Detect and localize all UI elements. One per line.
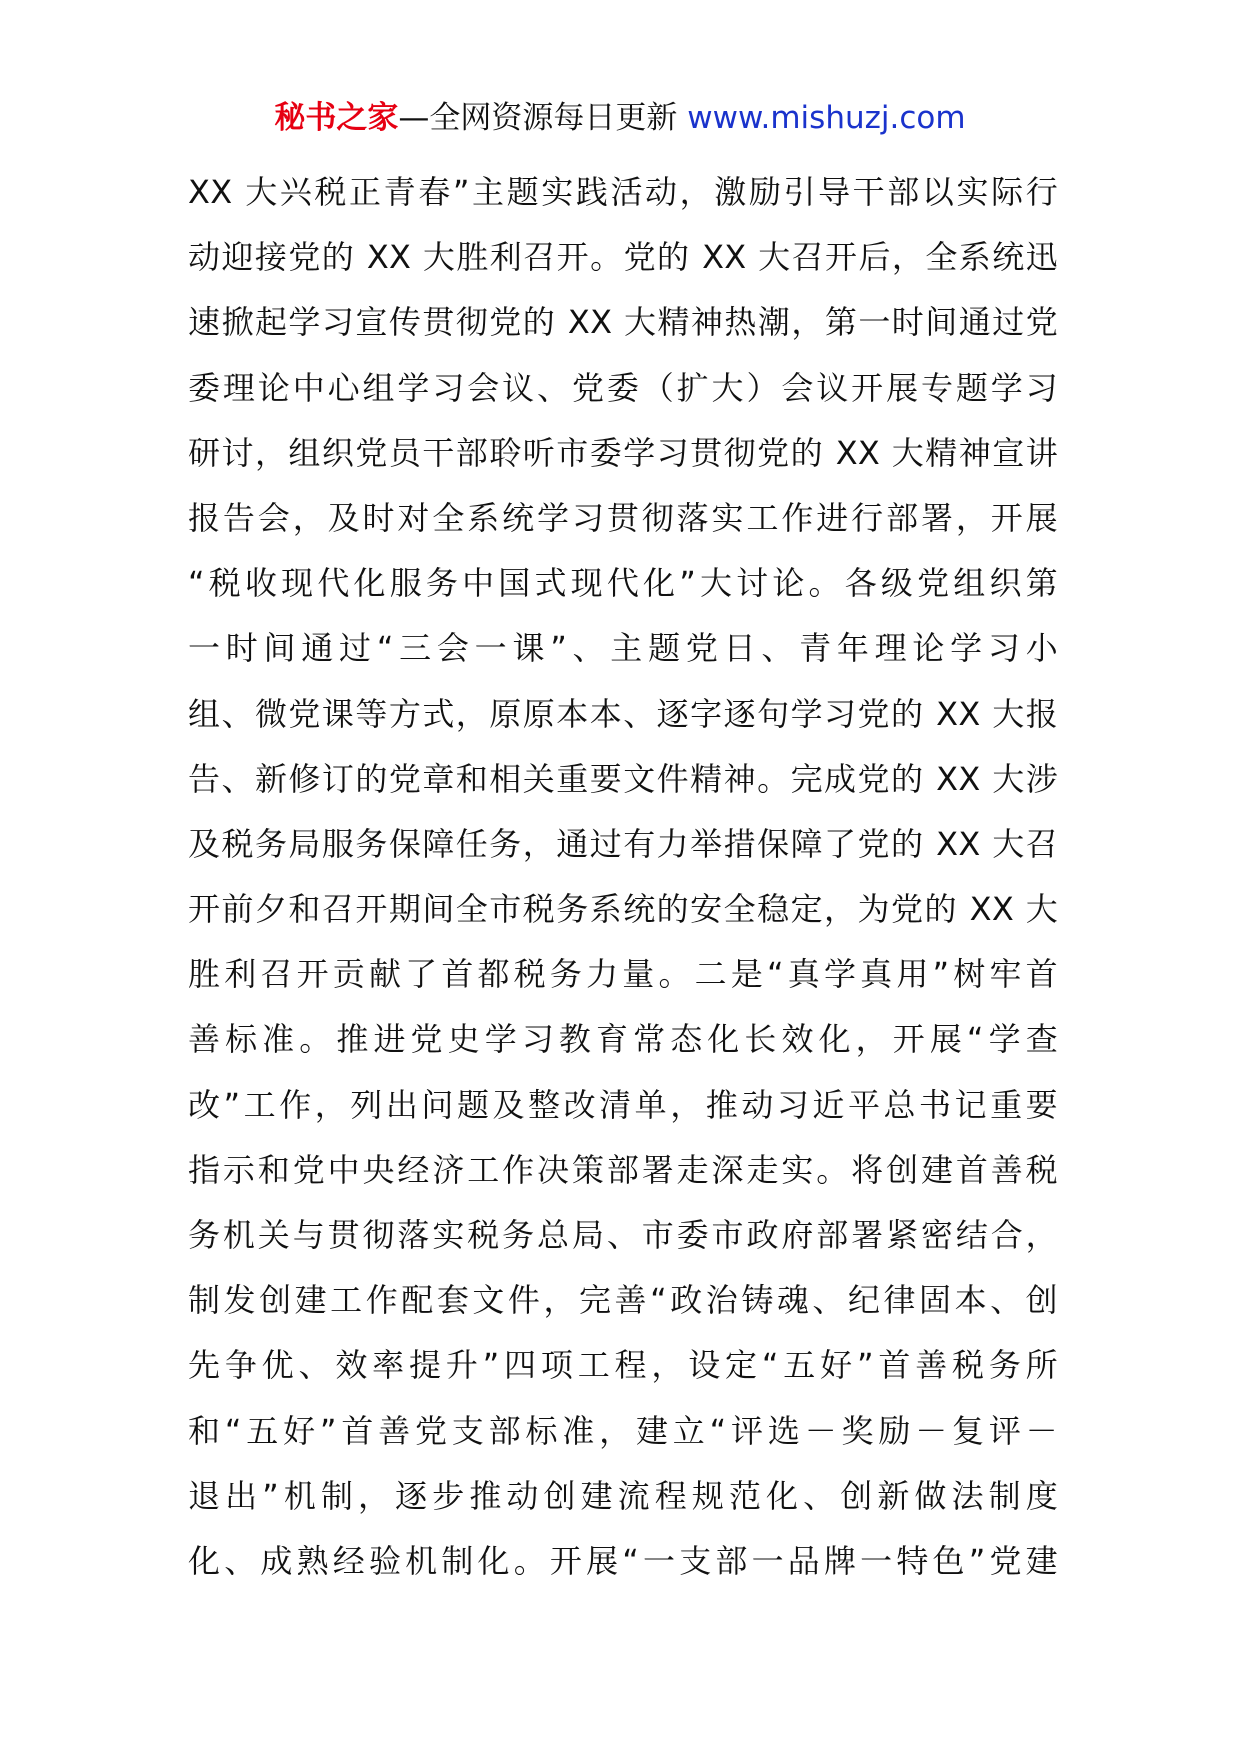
text-line: 善标准。推进党史学习教育常态化长效化，开展“学查 xyxy=(188,1020,1058,1059)
text-line: 指示和党中央经济工作决策部署走深走实。将创建首善税 xyxy=(188,1150,1058,1189)
text-line: 和“五好”首善党支部标准，建立“评选－奖励－复评－ xyxy=(188,1411,1058,1450)
text-line: 胜利召开贡献了首都税务力量。二是“真学真用”树牢首 xyxy=(188,955,1058,994)
site-url-link[interactable]: www.mishuzj.com xyxy=(687,100,966,136)
text-line: 速掀起学习宣传贯彻党的 XX 大精神热潮，第一时间通过党 xyxy=(188,303,1058,342)
text-line: 告、新修订的党章和相关重要文件精神。完成党的 XX 大涉 xyxy=(188,759,1058,798)
page-header xyxy=(0,98,1240,138)
text-line: 退出”机制，逐步推动创建流程规范化、创新做法制度 xyxy=(188,1476,1058,1515)
text-line: 改”工作，列出问题及整改清单，推动习近平总书记重要 xyxy=(188,1085,1058,1124)
text-line: 报告会，及时对全系统学习贯彻落实工作进行部署，开展 xyxy=(188,498,1058,537)
text-line: “税收现代化服务中国式现代化”大讨论。各级党组织第 xyxy=(188,564,1058,603)
text-line: 务机关与贯彻落实税务总局、市委市政府部署紧密结合， xyxy=(188,1216,1058,1254)
text-line: 制发创建工作配套文件，完善“政治铸魂、纪律固本、创 xyxy=(188,1281,1058,1320)
text-line: 委理论中心组学习会议、党委（扩大）会议开展专题学习 xyxy=(188,368,1058,407)
text-line: 一时间通过“三会一课”、主题党日、青年理论学习小 xyxy=(188,629,1058,668)
text-line: 研讨，组织党员干部聆听市委学习贯彻党的 XX 大精神宣讲 xyxy=(188,433,1058,472)
text-line: 先争优、效率提升”四项工程，设定“五好”首善税务所 xyxy=(188,1346,1058,1385)
site-brand: 秘书之家 xyxy=(274,100,399,136)
text-line: 化、成熟经验机制化。开展“一支部一品牌一特色”党建 xyxy=(188,1541,1058,1580)
text-line: 动迎接党的 XX 大胜利召开。党的 XX 大召开后，全系统迅 xyxy=(188,238,1058,277)
text-line: 及税务局服务保障任务，通过有力举措保障了党的 XX 大召 xyxy=(188,824,1058,863)
text-line: 组、微党课等方式，原原本本、逐字逐句学习党的 XX 大报 xyxy=(188,694,1058,733)
site-tagline: —全网资源每日更新 xyxy=(398,100,688,136)
document-body xyxy=(188,160,1058,1594)
text-line: XX 大兴税正青春”主题实践活动，激励引导干部以实际行 xyxy=(188,173,1058,211)
text-line: 开前夕和召开期间全市税务系统的安全稳定，为党的 XX 大 xyxy=(188,890,1058,929)
